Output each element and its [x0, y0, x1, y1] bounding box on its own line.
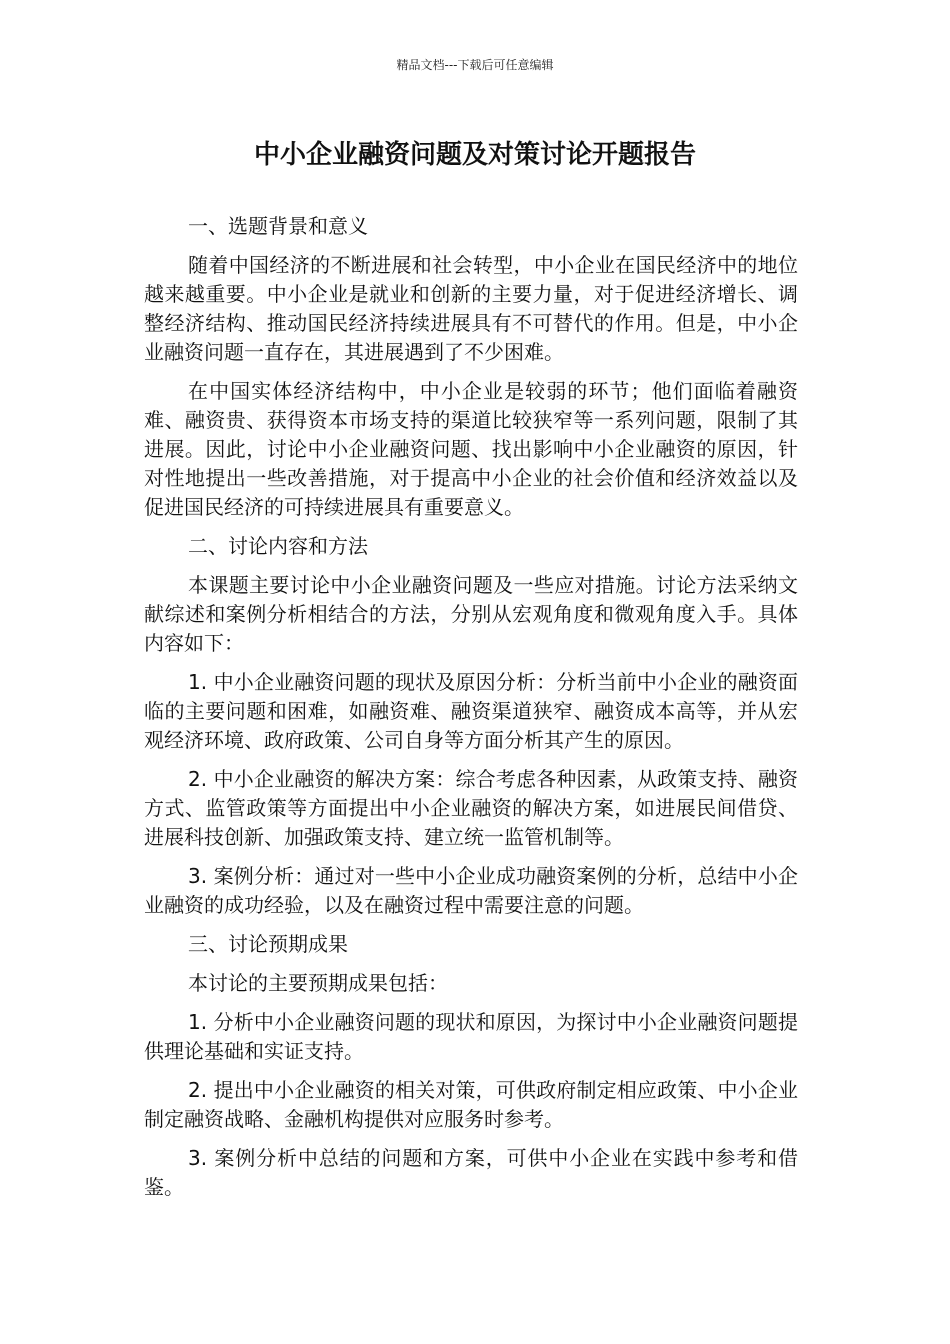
- paragraph-background-1: 随着中国经济的不断进展和社会转型，中小企业在国民经济中的地位越来越重要。中小企业是就业和创新的主要力量，对于促进经济增长、调整经济结构、推动国民经济持续进展具有不可替代的作用。但是，中小企业融资问题一直存在，其进展遇到了不少困难。: [144, 253, 798, 364]
- list-item-content-3: 3. 案例分析：通过对一些中小企业成功融资案例的分析，总结中小企业融资的成功经验，以及在融资过程中需要注意的问题。: [144, 864, 798, 917]
- header-note: 精品文档---下载后可任意编辑: [396, 58, 554, 72]
- list-item-content-1: 1. 中小企业融资问题的现状及原因分析：分析当前中小企业的融资面临的主要问题和困难，如融资难、融资渠道狭窄、融资成本高等，并从宏观经济环境、政府政策、公司自身等方面分析其产生的原因。: [144, 670, 798, 752]
- list-item-content-2: 2. 中小企业融资的解决方案：综合考虑各种因素，从政策支持、融资方式、监管政策等方面提出中小企业融资的解决方案，如进展民间借贷、进展科技创新、加强政策支持、建立统一监管机制等。: [144, 767, 798, 849]
- section-heading-content-method: 二、讨论内容和方法: [188, 534, 368, 558]
- list-item-results-2: 2. 提出中小企业融资的相关对策，可供政府制定相应政策、中小企业制定融资战略、金融机构提供对应服务时参考。: [144, 1078, 798, 1131]
- paragraph-results-intro: 本讨论的主要预期成果包括：: [188, 971, 448, 995]
- document-title: 中小企业融资问题及对策讨论开题报告: [253, 140, 696, 170]
- section-heading-expected-results: 三、讨论预期成果: [188, 932, 348, 956]
- section-heading-background: 一、选题背景和意义: [188, 214, 368, 238]
- document-body: [144, 212, 798, 1212]
- paragraph-content-intro: 本课题主要讨论中小企业融资问题及一些应对措施。讨论方法采纳文献综述和案例分析相结合的方法，分别从宏观角度和微观角度入手。具体内容如下：: [144, 573, 798, 655]
- paragraph-background-2: 在中国实体经济结构中，中小企业是较弱的环节；他们面临着融资难、融资贵、获得资本市场支持的渠道比较狭窄等一系列问题，限制了其进展。因此，讨论中小企业融资问题、找出影响中小企业融资的原因，针对性地提出一些改善措施，对于提高中小企业的社会价值和经济效益以及促进国民经济的可持续进展具有重要意义。: [144, 379, 798, 519]
- list-item-results-3: 3. 案例分析中总结的问题和方案，可供中小企业在实践中参考和借鉴。: [144, 1146, 798, 1199]
- list-item-results-1: 1. 分析中小企业融资问题的现状和原因，为探讨中小企业融资问题提供理论基础和实证支持。: [144, 1010, 798, 1063]
